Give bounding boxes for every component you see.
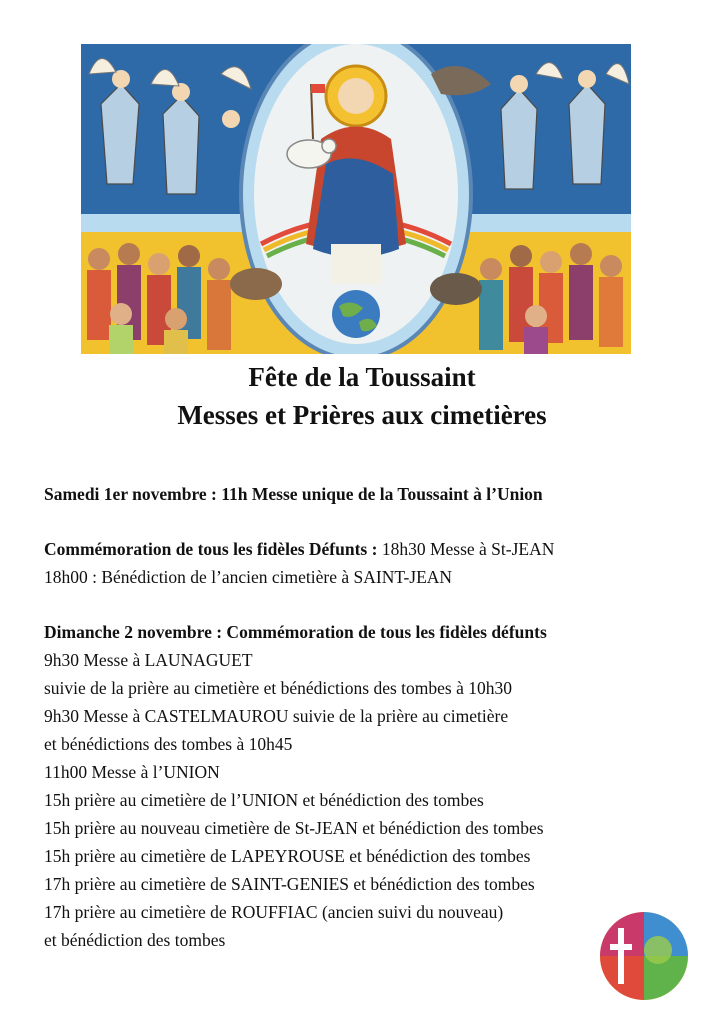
- sunday-heading: Dimanche 2 novembre : Commémoration de tous les fidèles défunts: [44, 622, 547, 642]
- schedule-line: 15h prière au cimetière de LAPEYROUSE et bénédiction des tombes: [44, 846, 531, 866]
- schedule-line: et bénédiction des tombes: [44, 930, 226, 950]
- commemoration-line: [44, 539, 554, 560]
- page-title: Fête de la Toussaint: [248, 362, 476, 392]
- christ-in-majesty-illustration: [81, 44, 631, 354]
- commemoration-mass: 18h30 Messe à St-JEAN: [377, 539, 555, 559]
- saturday-mass: Samedi 1er novembre : 11h Messe unique de la Toussaint à l’Union: [44, 484, 543, 504]
- commemoration-heading: Commémoration de tous les fidèles Défunts :: [44, 539, 378, 559]
- commemoration-blessing: 18h00 : Bénédiction de l’ancien cimetière à SAINT-JEAN: [44, 567, 453, 587]
- page-subtitle: Messes et Prières aux cimetières: [177, 400, 547, 430]
- schedule-line: 9h30 Messe à LAUNAGUET: [44, 650, 253, 670]
- schedule-line: 17h prière au cimetière de ROUFFIAC (ancien suivi du nouveau): [44, 902, 504, 922]
- parish-cross-logo: [598, 910, 690, 1002]
- schedule-line: 15h prière au cimetière de l’UNION et bénédiction des tombes: [44, 790, 484, 810]
- schedule-line: 9h30 Messe à CASTELMAUROU suivie de la prière au cimetière: [44, 706, 509, 726]
- schedule-line: suivie de la prière au cimetière et bénédictions des tombes à 10h30: [44, 678, 512, 698]
- schedule-line: 17h prière au cimetière de SAINT-GENIES et bénédiction des tombes: [44, 874, 535, 894]
- schedule-line: 15h prière au nouveau cimetière de St-JEAN et bénédiction des tombes: [44, 818, 544, 838]
- schedule-line: et bénédictions des tombes à 10h45: [44, 734, 293, 754]
- schedule-line: 11h00 Messe à l’UNION: [44, 762, 220, 782]
